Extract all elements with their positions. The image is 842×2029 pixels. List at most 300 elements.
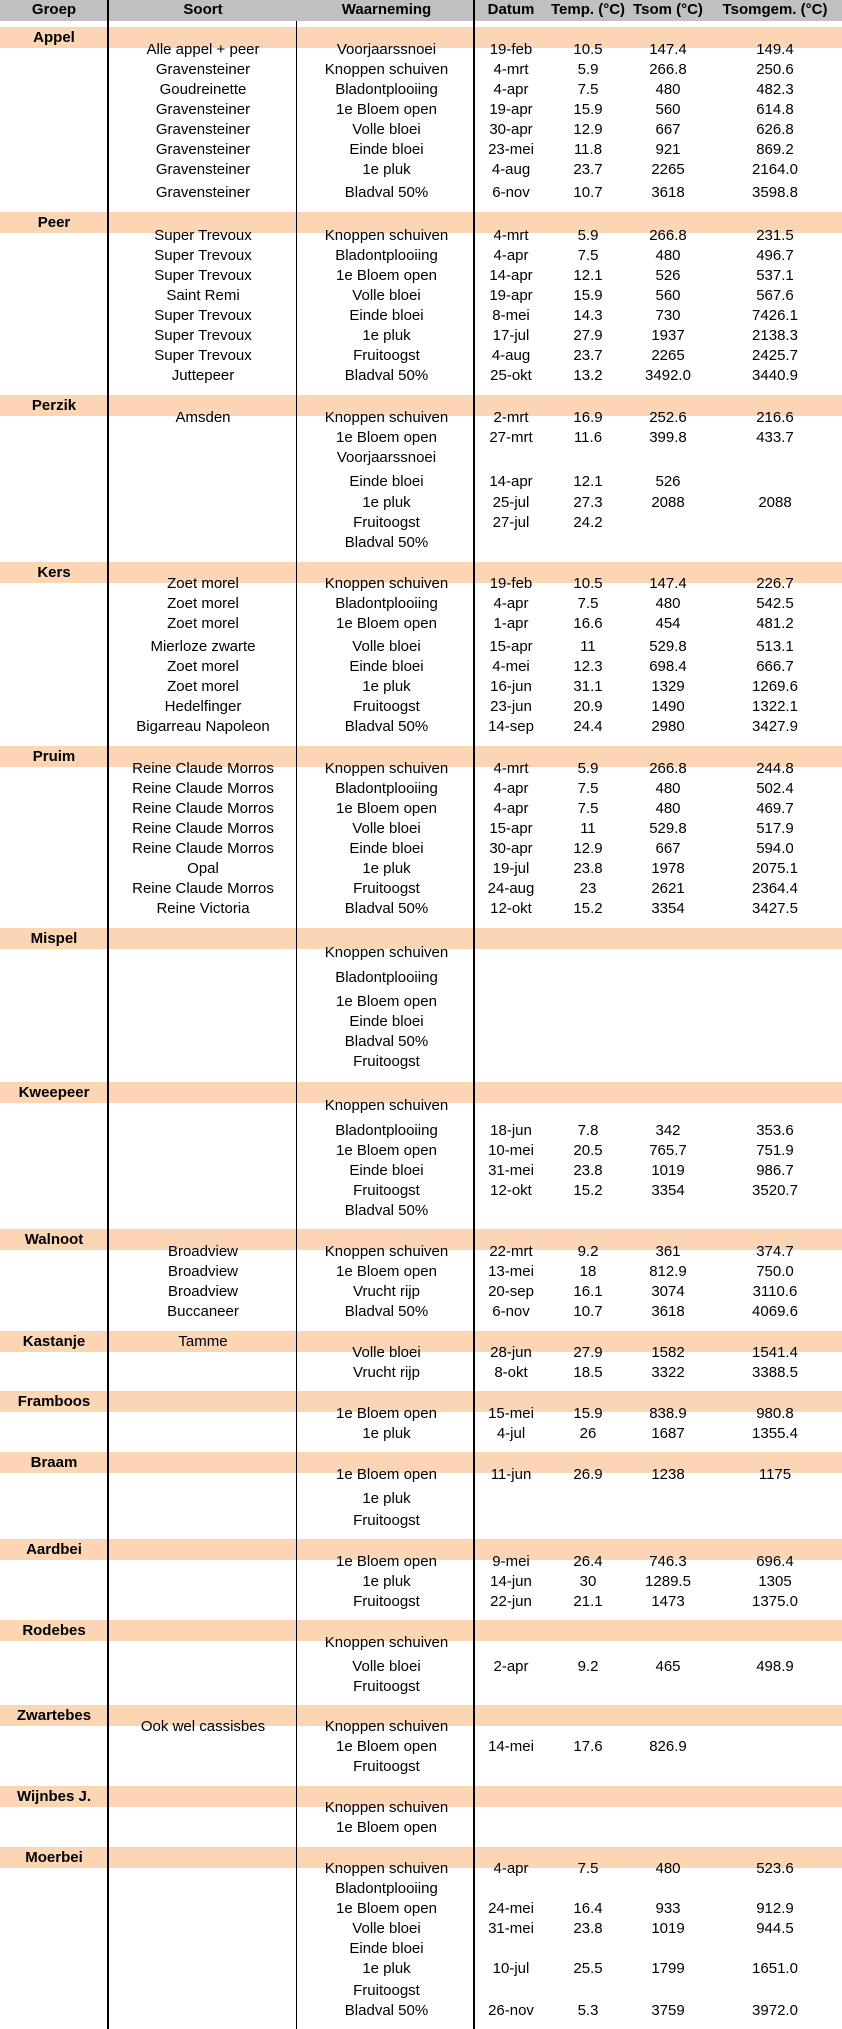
cell-datum <box>476 1490 546 1508</box>
header-datum: Datum <box>487 1 535 18</box>
cell-tsom <box>628 1940 708 1958</box>
table-row <box>0 1900 842 1918</box>
table-row <box>0 595 842 613</box>
table-row <box>0 718 842 736</box>
cell-soort: Zoet morel <box>167 658 239 675</box>
cell-waarneming: 1e pluk <box>362 1573 411 1590</box>
table-row <box>0 1758 842 1776</box>
cell-temp <box>548 1097 628 1115</box>
cell-datum: 27-jul <box>492 514 530 531</box>
header-row <box>0 0 842 21</box>
cell-soort: Goudreinette <box>159 81 247 98</box>
cell-datum: 14-apr <box>489 473 533 490</box>
cell-soort <box>108 1053 298 1071</box>
cell-tsom: 2980 <box>651 718 685 735</box>
cell-tsomgem: 7426.1 <box>752 307 798 324</box>
cell-soort: Alle appel + peer <box>146 41 260 58</box>
cell-soort <box>108 473 298 491</box>
group-name: Framboos <box>17 1393 91 1410</box>
cell-soort <box>108 1344 298 1362</box>
cell-datum: 6-nov <box>492 1303 530 1320</box>
table-row <box>0 1634 842 1652</box>
cell-waarneming: 1e pluk <box>362 494 411 511</box>
cell-tsom: 454 <box>655 615 681 632</box>
table-row <box>0 820 842 838</box>
cell-waarneming: Einde bloei <box>349 658 424 675</box>
cell-datum: 4-apr <box>493 81 529 98</box>
cell-tsom: 1937 <box>651 327 685 344</box>
cell-tsom: 252.6 <box>649 409 687 426</box>
cell-datum: 14-apr <box>489 267 533 284</box>
cell-waarneming: Einde bloei <box>349 307 424 324</box>
cell-temp: 15.9 <box>573 1405 603 1422</box>
group-name: Kastanje <box>22 1333 86 1350</box>
cell-waarneming: 1e Bloem open <box>336 1466 437 1483</box>
cell-waarneming: Bladval 50% <box>344 1202 429 1219</box>
cell-temp <box>548 1013 628 1031</box>
cell-datum: 24-aug <box>487 880 535 897</box>
cell-soort <box>108 1162 298 1180</box>
cell-datum: 18-jun <box>490 1122 532 1139</box>
table-row <box>0 1658 842 1676</box>
cell-tsom: 3354 <box>651 900 685 917</box>
cell-temp: 27.3 <box>573 494 603 511</box>
cell-waarneming: Bladontplooiing <box>335 780 438 797</box>
cell-tsomgem: 3388.5 <box>752 1364 798 1381</box>
table-row <box>0 287 842 305</box>
cell-soort <box>108 1097 298 1115</box>
cell-datum: 4-jul <box>496 1425 526 1442</box>
cell-temp: 13.2 <box>573 367 603 384</box>
table-row <box>0 1142 842 1160</box>
cell-datum: 19-feb <box>489 575 533 592</box>
cell-datum: 30-apr <box>489 840 533 857</box>
table-row <box>0 1013 842 1031</box>
cell-soort: Juttepeer <box>171 367 235 384</box>
column-divider <box>296 21 297 2029</box>
cell-temp: 23.8 <box>573 1920 603 1937</box>
cell-soort: Super Trevoux <box>154 327 252 344</box>
cell-datum: 20-sep <box>488 1283 534 1300</box>
cell-datum: 4-aug <box>491 161 531 178</box>
cell-waarneming: Knoppen schuiven <box>324 61 449 78</box>
group-name: Zwartebes <box>16 1707 92 1724</box>
cell-temp: 20.5 <box>573 1142 603 1159</box>
header-groep: Groep <box>31 1 77 18</box>
cell-tsom: 560 <box>655 101 681 118</box>
cell-tsomgem: 481.2 <box>756 615 794 632</box>
cell-temp <box>548 969 628 987</box>
cell-tsomgem: 3520.7 <box>752 1182 798 1199</box>
cell-datum: 2-mrt <box>493 409 529 426</box>
cell-waarneming: Einde bloei <box>349 141 424 158</box>
cell-soort: Gravensteiner <box>155 61 251 78</box>
cell-tsom: 667 <box>655 840 681 857</box>
group-name: Braam <box>30 1454 78 1471</box>
cell-tsom: 838.9 <box>649 1405 687 1422</box>
cell-waarneming: Knoppen schuiven <box>324 1860 449 1877</box>
table-row <box>0 969 842 987</box>
table-row <box>0 1162 842 1180</box>
cell-waarneming: Knoppen schuiven <box>324 1799 449 1816</box>
cell-datum: 13-mei <box>488 1263 534 1280</box>
cell-tsomgem <box>708 514 842 532</box>
cell-tsomgem: 149.4 <box>756 41 794 58</box>
cell-datum: 4-mrt <box>493 61 529 78</box>
cell-waarneming: Volle bloei <box>352 287 421 304</box>
cell-datum: 30-apr <box>489 121 533 138</box>
cell-datum <box>476 1202 546 1220</box>
cell-waarneming: 1e pluk <box>362 1425 411 1442</box>
cell-soort <box>108 1920 298 1938</box>
table-row <box>0 1097 842 1115</box>
cell-temp: 7.5 <box>577 800 599 817</box>
cell-waarneming: 1e Bloem open <box>336 1553 437 1570</box>
cell-soort: Reine Claude Morros <box>132 880 274 897</box>
cell-tsom: 2088 <box>651 494 685 511</box>
cell-waarneming: Volle bloei <box>352 820 421 837</box>
cell-tsomgem <box>708 1718 842 1736</box>
cell-datum <box>476 1982 546 2000</box>
cell-soort <box>108 494 298 512</box>
cell-temp: 16.4 <box>573 1900 603 1917</box>
cell-tsom <box>628 1512 708 1530</box>
cell-datum: 1-apr <box>493 615 529 632</box>
cell-datum: 19-jul <box>492 860 530 877</box>
cell-tsom: 667 <box>655 121 681 138</box>
table-row <box>0 429 842 447</box>
cell-tsomgem: 1355.4 <box>752 1425 798 1442</box>
group-name: Perzik <box>31 397 77 414</box>
cell-waarneming: Bladontplooiing <box>335 595 438 612</box>
table-row <box>0 1718 842 1736</box>
table-row <box>0 1405 842 1423</box>
cell-soort <box>108 1658 298 1676</box>
table-row <box>0 1182 842 1200</box>
cell-temp: 25.5 <box>573 1960 603 1977</box>
cell-datum: 19-apr <box>489 101 533 118</box>
table-row <box>0 944 842 962</box>
cell-temp <box>548 944 628 962</box>
cell-datum: 12-okt <box>490 1182 532 1199</box>
cell-waarneming: 1e Bloem open <box>336 1900 437 1917</box>
cell-waarneming: Knoppen schuiven <box>324 944 449 961</box>
cell-datum: 25-jul <box>492 494 530 511</box>
cell-soort: Opal <box>187 860 219 877</box>
cell-temp <box>548 1940 628 1958</box>
cell-soort <box>108 1799 298 1817</box>
cell-tsomgem: 666.7 <box>756 658 794 675</box>
cell-soort: Super Trevoux <box>154 227 252 244</box>
cell-soort: Zoet morel <box>167 678 239 695</box>
cell-tsom: 1978 <box>651 860 685 877</box>
cell-tsom: 730 <box>655 307 681 324</box>
cell-waarneming: Knoppen schuiven <box>324 1718 449 1735</box>
cell-tsom <box>628 1634 708 1652</box>
cell-waarneming: Bladontplooiing <box>335 81 438 98</box>
table-row <box>0 658 842 676</box>
cell-tsomgem: 696.4 <box>756 1553 794 1570</box>
cell-datum <box>476 1678 546 1696</box>
cell-temp: 24.2 <box>573 514 603 531</box>
table-row <box>0 61 842 79</box>
cell-waarneming: Bladval 50% <box>344 718 429 735</box>
cell-tsom <box>628 449 708 467</box>
cell-waarneming: 1e Bloem open <box>336 429 437 446</box>
cell-tsomgem <box>708 969 842 987</box>
cell-tsomgem <box>708 1738 842 1756</box>
cell-soort: Reine Victoria <box>156 900 250 917</box>
cell-soort: Saint Remi <box>166 287 240 304</box>
cell-tsom <box>628 944 708 962</box>
cell-waarneming: Fruitoogst <box>353 347 420 364</box>
cell-waarneming: Knoppen schuiven <box>324 1243 449 1260</box>
cell-soort <box>108 993 298 1011</box>
cell-soort: Reine Claude Morros <box>132 820 274 837</box>
cell-soort: Tamme <box>178 1333 228 1350</box>
cell-datum <box>476 993 546 1011</box>
cell-soort: Gravensteiner <box>155 121 251 138</box>
cell-tsomgem <box>708 473 842 491</box>
header-tsom: Tsom (°C) <box>633 1 703 18</box>
cell-tsomgem: 2164.0 <box>752 161 798 178</box>
cell-tsomgem <box>708 1982 842 2000</box>
cell-temp <box>548 1634 628 1652</box>
group-name: Peer <box>37 214 71 231</box>
cell-soort <box>108 1364 298 1382</box>
cell-waarneming: 1e pluk <box>362 161 411 178</box>
table-row <box>0 760 842 778</box>
cell-tsomgem: 3598.8 <box>752 184 798 201</box>
cell-soort: Gravensteiner <box>155 101 251 118</box>
cell-temp <box>548 1490 628 1508</box>
cell-tsom: 529.8 <box>649 820 687 837</box>
cell-datum: 4-apr <box>493 780 529 797</box>
cell-temp: 15.2 <box>573 1182 603 1199</box>
table-row <box>0 141 842 159</box>
cell-temp <box>548 1758 628 1776</box>
cell-tsom: 698.4 <box>649 658 687 675</box>
cell-temp: 7.5 <box>577 595 599 612</box>
table-row <box>0 1593 842 1611</box>
cell-tsomgem: 3972.0 <box>752 2002 798 2019</box>
table-row <box>0 514 842 532</box>
cell-temp: 31.1 <box>573 678 603 695</box>
group-name: Rodebes <box>22 1622 86 1639</box>
table-row <box>0 1425 842 1443</box>
cell-waarneming: Bladval 50% <box>344 1303 429 1320</box>
column-divider <box>473 0 475 2029</box>
cell-waarneming: Fruitoogst <box>353 1182 420 1199</box>
table-row <box>0 2002 842 2020</box>
cell-waarneming: Knoppen schuiven <box>324 1097 449 1114</box>
cell-waarneming: Volle bloei <box>352 1658 421 1675</box>
cell-soort <box>108 1982 298 2000</box>
table-row <box>0 993 842 1011</box>
header-soort: Soort <box>183 1 223 18</box>
table-row <box>0 327 842 345</box>
cell-temp: 11.8 <box>573 141 603 158</box>
cell-temp <box>548 1053 628 1071</box>
cell-tsomgem <box>708 1634 842 1652</box>
group-name: Pruim <box>32 748 76 765</box>
cell-tsomgem <box>708 1880 842 1898</box>
cell-tsomgem: 1651.0 <box>752 1960 798 1977</box>
cell-waarneming: Volle bloei <box>352 1920 421 1937</box>
cell-tsomgem: 3110.6 <box>752 1283 798 1300</box>
cell-temp: 23.7 <box>573 347 603 364</box>
cell-datum <box>476 1013 546 1031</box>
cell-waarneming: Bladontplooiing <box>335 1122 438 1139</box>
cell-soort: Gravensteiner <box>155 141 251 158</box>
cell-tsom: 1019 <box>651 1162 685 1179</box>
cell-tsomgem: 1269.6 <box>752 678 798 695</box>
cell-tsomgem <box>708 1097 842 1115</box>
cell-tsom: 266.8 <box>649 227 687 244</box>
cell-waarneming: 1e Bloem open <box>336 800 437 817</box>
cell-temp: 11 <box>580 638 596 655</box>
cell-datum: 15-apr <box>489 820 533 837</box>
cell-datum <box>476 1634 546 1652</box>
cell-temp <box>548 1718 628 1736</box>
table-row <box>0 41 842 59</box>
cell-datum: 8-mei <box>492 307 530 324</box>
cell-temp <box>548 534 628 552</box>
cell-datum: 25-okt <box>490 367 532 384</box>
cell-tsom: 480 <box>655 247 681 264</box>
cell-waarneming: Vrucht rijp <box>353 1283 420 1300</box>
cell-waarneming: 1e Bloem open <box>336 1819 437 1836</box>
cell-temp: 9.2 <box>577 1658 599 1675</box>
column-divider <box>107 0 109 2029</box>
cell-tsomgem: 353.6 <box>756 1122 794 1139</box>
table-row <box>0 534 842 552</box>
cell-temp: 23.8 <box>573 1162 603 1179</box>
cell-temp: 27.9 <box>573 327 603 344</box>
cell-datum: 14-sep <box>488 718 534 735</box>
cell-tsom: 746.3 <box>649 1553 687 1570</box>
cell-soort <box>108 1738 298 1756</box>
table-row <box>0 121 842 139</box>
cell-datum: 4-apr <box>493 800 529 817</box>
cell-tsom <box>628 1678 708 1696</box>
table-row <box>0 161 842 179</box>
cell-soort <box>108 944 298 962</box>
cell-temp: 18.5 <box>573 1364 603 1381</box>
table-row <box>0 307 842 325</box>
table-row <box>0 1033 842 1051</box>
cell-tsomgem: 226.7 <box>756 575 794 592</box>
cell-waarneming: Fruitoogst <box>353 1758 420 1775</box>
table-row <box>0 1466 842 1484</box>
cell-temp: 5.9 <box>577 227 599 244</box>
cell-tsom: 266.8 <box>649 61 687 78</box>
table-row <box>0 1553 842 1571</box>
cell-tsom <box>628 1758 708 1776</box>
cell-tsomgem: 1175 <box>758 1466 792 1483</box>
cell-soort: Reine Claude Morros <box>132 780 274 797</box>
cell-tsom: 147.4 <box>649 575 687 592</box>
cell-tsomgem: 594.0 <box>756 840 794 857</box>
cell-temp: 18 <box>579 1263 597 1280</box>
group-name: Aardbei <box>26 1541 82 1558</box>
table-row <box>0 1202 842 1220</box>
cell-waarneming: 1e pluk <box>362 860 411 877</box>
cell-datum <box>476 1799 546 1817</box>
cell-waarneming: Fruitoogst <box>353 880 420 897</box>
cell-tsom: 3354 <box>651 1182 685 1199</box>
table-row <box>0 575 842 593</box>
cell-datum: 22-mrt <box>489 1243 533 1260</box>
cell-tsom: 1582 <box>651 1344 685 1361</box>
cell-tsom <box>628 1013 708 1031</box>
cell-soort <box>108 2002 298 2020</box>
cell-tsomgem: 517.9 <box>756 820 794 837</box>
cell-tsom: 3618 <box>651 184 685 201</box>
cell-tsom: 526 <box>655 267 681 284</box>
cell-tsom <box>628 1202 708 1220</box>
cell-datum <box>476 944 546 962</box>
cell-temp: 21.1 <box>573 1593 603 1610</box>
table-row <box>0 1512 842 1530</box>
cell-waarneming: Knoppen schuiven <box>324 227 449 244</box>
cell-tsomgem: 750.0 <box>756 1263 794 1280</box>
cell-tsomgem: 4069.6 <box>752 1303 798 1320</box>
cell-waarneming: Knoppen schuiven <box>324 575 449 592</box>
cell-temp <box>548 1982 628 2000</box>
cell-datum <box>476 1940 546 1958</box>
cell-datum: 4-mei <box>492 658 530 675</box>
cell-tsom: 480 <box>655 595 681 612</box>
cell-temp: 11.6 <box>573 429 603 446</box>
cell-soort <box>108 1405 298 1423</box>
table-row <box>0 1880 842 1898</box>
cell-tsom: 3492.0 <box>645 367 691 384</box>
cell-datum: 26-nov <box>488 2002 534 2019</box>
cell-datum: 4-apr <box>493 595 529 612</box>
cell-temp: 7.5 <box>577 780 599 797</box>
table-row <box>0 840 842 858</box>
cell-tsomgem: 567.6 <box>756 287 794 304</box>
cell-waarneming: 1e Bloem open <box>336 615 437 632</box>
cell-tsomgem <box>708 1013 842 1031</box>
cell-datum: 23-mei <box>488 141 534 158</box>
cell-temp <box>548 1819 628 1837</box>
cell-waarneming: Vrucht rijp <box>353 1364 420 1381</box>
cell-soort <box>108 1634 298 1652</box>
cell-tsomgem <box>708 944 842 962</box>
cell-waarneming: Knoppen schuiven <box>324 409 449 426</box>
cell-tsomgem: 537.1 <box>756 267 794 284</box>
cell-temp <box>548 993 628 1011</box>
table-row <box>0 1940 842 1958</box>
table-row <box>0 409 842 427</box>
cell-tsom: 1490 <box>651 698 685 715</box>
cell-waarneming: Bladval 50% <box>344 367 429 384</box>
cell-temp: 17.6 <box>573 1738 603 1755</box>
cell-tsomgem: 498.9 <box>756 1658 794 1675</box>
cell-tsom: 933 <box>655 1900 681 1917</box>
cell-tsom <box>628 1033 708 1051</box>
cell-soort <box>108 1553 298 1571</box>
cell-soort <box>108 534 298 552</box>
cell-tsomgem <box>708 1033 842 1051</box>
group-name: Walnoot <box>24 1231 84 1248</box>
cell-soort <box>108 1960 298 1978</box>
cell-tsom: 1019 <box>651 1920 685 1937</box>
cell-tsom: 3618 <box>651 1303 685 1320</box>
cell-tsom: 2265 <box>651 347 685 364</box>
